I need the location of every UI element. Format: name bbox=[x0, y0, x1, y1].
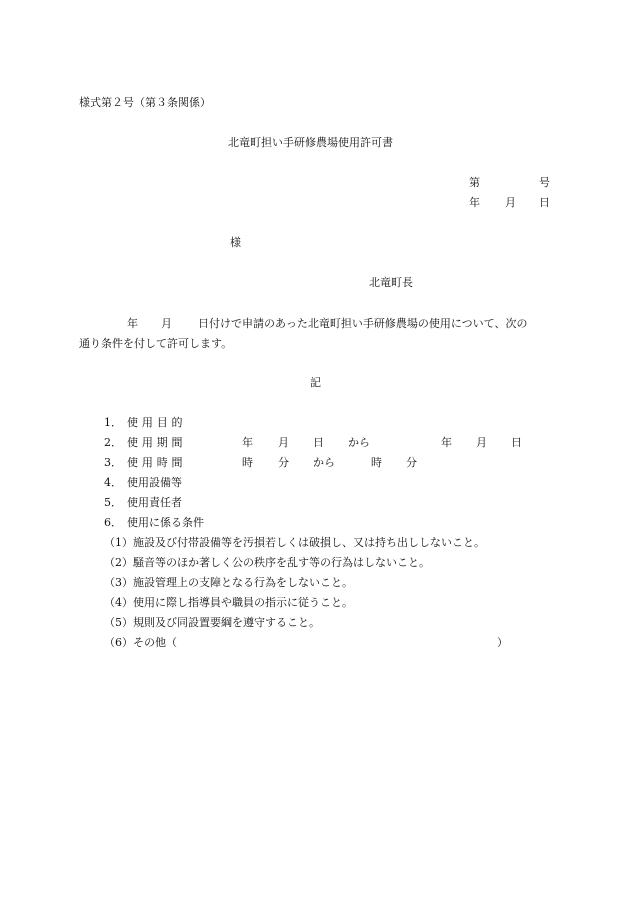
time-from: から bbox=[313, 456, 335, 469]
item-period-label: 使用期間 bbox=[127, 436, 187, 449]
item-equipment-num: 4． bbox=[104, 476, 122, 489]
item-equipment-label: 使用設備等 bbox=[127, 476, 182, 489]
period-month2: 月 bbox=[476, 436, 487, 449]
item-responsible-num: 5． bbox=[104, 496, 122, 509]
time-hour2: 時 bbox=[371, 456, 382, 469]
document-title: 北竜町担い手研修農場使用許可書 bbox=[228, 136, 393, 149]
item-purpose-label: 使用目的 bbox=[127, 416, 187, 429]
period-year2: 年 bbox=[441, 436, 452, 449]
period-day: 日 bbox=[313, 436, 324, 449]
item-conditions-label: 使用に係る条件 bbox=[127, 516, 204, 529]
condition-other-open: （6）その他（ bbox=[104, 636, 177, 649]
condition-other-close: ） bbox=[497, 636, 508, 649]
period-year: 年 bbox=[242, 436, 253, 449]
condition-item: （5）規則及び同設置要綱を遵守すること。 bbox=[104, 616, 320, 629]
issuer: 北竜町長 bbox=[369, 276, 413, 289]
number-prefix: 第 bbox=[469, 176, 480, 189]
record-heading: 記 bbox=[310, 376, 321, 389]
addressee-honorific: 様 bbox=[230, 236, 241, 249]
period-day2: 日 bbox=[511, 436, 522, 449]
item-purpose-num: 1． bbox=[104, 416, 122, 429]
time-minute: 分 bbox=[278, 456, 289, 469]
body-text-line2: 通り条件を付して許可します。 bbox=[79, 337, 233, 350]
date-month: 月 bbox=[505, 196, 516, 209]
item-conditions-num: 6． bbox=[104, 516, 122, 529]
time-hour: 時 bbox=[242, 456, 253, 469]
condition-item: （4）使用に際し指導員や職員の指示に従うこと。 bbox=[104, 596, 353, 609]
period-month: 月 bbox=[278, 436, 289, 449]
condition-item: （2）騒音等のほか著しく公の秩序を乱す等の行為はしないこと。 bbox=[104, 556, 430, 569]
form-number: 様式第２号（第３条関係） bbox=[79, 96, 211, 109]
condition-item: （3）施設管理上の支障となる行為をしないこと。 bbox=[104, 576, 353, 589]
body-text-line1: 日付けで申請のあった北竜町担い手研修農場の使用について、次の bbox=[198, 317, 528, 330]
date-year: 年 bbox=[469, 196, 480, 209]
condition-item: （1）施設及び付帯設備等を汚損若しくは破損し、又は持ち出ししないこと。 bbox=[104, 536, 485, 549]
time-minute2: 分 bbox=[406, 456, 417, 469]
item-period-num: 2． bbox=[104, 436, 122, 449]
item-time-label: 使用時間 bbox=[127, 456, 187, 469]
item-responsible-label: 使用責任者 bbox=[127, 496, 182, 509]
item-time-num: 3． bbox=[104, 456, 122, 469]
period-from: から bbox=[348, 436, 370, 449]
body-year: 年 bbox=[127, 317, 138, 330]
body-month: 月 bbox=[161, 317, 172, 330]
date-day: 日 bbox=[539, 196, 550, 209]
number-suffix: 号 bbox=[539, 176, 550, 189]
